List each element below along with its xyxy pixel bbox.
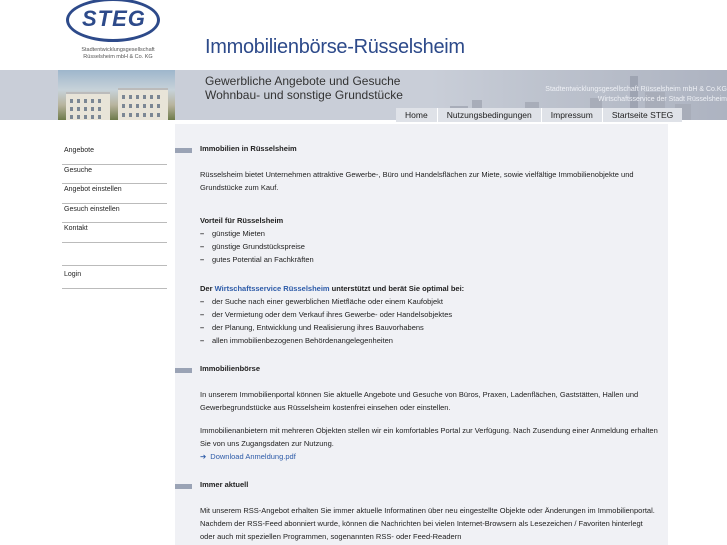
sidebar-menu — [62, 145, 167, 289]
logo-subtitle — [68, 47, 168, 61]
nav-impressum[interactable]: Impressum — [541, 108, 602, 122]
sidebar-item-angebote[interactable]: Angebote — [62, 145, 167, 165]
list-item-text: der Vermietung oder dem Verkauf ihres Gewerbe- oder Handelsobjektes — [212, 310, 453, 319]
steg-logo[interactable] — [60, 0, 170, 68]
banner-line1: Gewerbliche Angebote und Gesuche — [205, 74, 401, 88]
subheading-service — [175, 282, 668, 295]
rss-text: Mit unserem RSS-Angebot erhalten Sie immer aktuelle Informatinen über neu eingestellte Objekte oder Änderungen im Immobilienportal. Nachdem der RSS-Feed abonniert wurde, können die Nachrichten bei vielen Internet-Browsern als Lesezeichen / Favoriten hinterlegt oder auch mit speziellen Programmen, sogenannten RSS- oder Feed-Readern — [200, 506, 655, 541]
list-item: – der Vermietung oder dem Verkauf ihres Gewerbe- oder Handelsobjektes — [200, 310, 453, 319]
nav-home[interactable]: Home — [396, 108, 437, 122]
section-marker — [175, 148, 192, 153]
list-item-text: der Suche nach einer gewerblichen Mietfläche oder einem Kaufobjekt — [212, 297, 443, 306]
service-text-post: unterstützt und berät Sie optimal bei: — [329, 284, 465, 293]
logo-sub-line2: Rüsselsheim mbH & Co. KG — [83, 54, 153, 60]
list-item: – günstige Mieten — [200, 229, 265, 238]
section-marker — [175, 368, 192, 373]
list-item: – der Suche nach einer gewerblichen Mietfläche oder einem Kaufobjekt — [200, 297, 443, 306]
section-title: Immobilien in Rüsselsheim — [200, 144, 297, 153]
boerse-text: In unserem Immobilienportal können Sie aktuelle Angebote und Gesuche von Büros, Praxen, Ladenflächen, Gaststätten, Hallen und Gewerbegrundstücke aus Rüsselsheim kostenfrei einsehen oder einstellen. — [200, 390, 639, 412]
banner-organisation-text — [545, 85, 727, 105]
main-content — [175, 144, 668, 543]
section-marker — [175, 484, 192, 489]
banner-tagline — [205, 74, 403, 102]
list-item: – der Planung, Entwicklung und Realisierung ihres Bauvorhabens — [200, 323, 424, 332]
list-item-text: günstige Mieten — [212, 229, 265, 238]
service-text-pre: Der — [200, 284, 215, 293]
sidebar-item-gesuch-einstellen[interactable]: Gesuch einstellen — [62, 204, 167, 224]
sidebar-item-login[interactable]: Login — [62, 269, 167, 289]
list-item: – allen immobilienbezogenen Behördenangelegenheiten — [200, 336, 393, 345]
arrow-right-icon: ➔ — [200, 452, 207, 461]
list-item-text: allen immobilienbezogenen Behördenangelegenheiten — [212, 336, 393, 345]
logo-sub-line1: Stadtentwicklungsgesellschaft — [81, 47, 155, 53]
site-title: Immobilienbörse-Rüsselsheim — [205, 36, 465, 58]
section-title: Immobilienbörse — [200, 364, 261, 373]
subheading-vorteil: Vorteil für Rüsselsheim — [200, 216, 284, 225]
wirtschaftsservice-link[interactable]: Wirtschaftsservice Rüsselsheim — [214, 284, 330, 293]
banner-right-line2: Wirtschaftsservice der Stadt Rüsselsheim — [597, 96, 727, 103]
intro-text: Rüsselsheim bietet Unternehmen attraktive Gewerbe-, Büro und Handelsflächen zur Miete, sowie vielfältige Immobilienobjekte und Grundstücke zum Kauf. — [200, 170, 634, 192]
sidebar-item-angebot-einstellen[interactable]: Angebot einstellen — [62, 184, 167, 204]
top-navigation — [396, 108, 682, 122]
list-item-text: der Planung, Entwicklung und Realisierung ihres Bauvorhabens — [212, 323, 424, 332]
download-row — [175, 450, 668, 463]
sidebar-item-kontakt[interactable]: Kontakt — [62, 223, 167, 243]
section-title: Immer aktuell — [200, 480, 249, 489]
nav-startseite-steg[interactable]: Startseite STEG — [602, 108, 682, 122]
sidebar-item-gesuche[interactable]: Gesuche — [62, 165, 167, 185]
list-item-text: gutes Potential an Fachkräften — [212, 255, 314, 264]
sidebar-spacer — [62, 243, 167, 266]
banner-building-photo — [58, 70, 175, 120]
list-item: – günstige Grundstückspreise — [200, 242, 305, 251]
nav-nutzungsbedingungen[interactable]: Nutzungsbedingungen — [437, 108, 541, 122]
anbieter-text: Immobilienanbietern mit mehreren Objekten stellen wir ein komfortables Portal zur Verfügung. Nach Zusendung einer Anmeldung erhalten Sie von uns Zugangsdaten zur Nutzung. — [200, 426, 658, 448]
section-header-immobilienboerse — [175, 364, 668, 376]
logo-text: STEG — [82, 6, 146, 31]
list-item-text: günstige Grundstückspreise — [212, 242, 305, 251]
section-header-immer-aktuell — [175, 480, 668, 492]
list-item: – gutes Potential an Fachkräften — [200, 255, 314, 264]
banner-line2: Wohnbau- und sonstige Grundstücke — [205, 88, 403, 102]
banner-right-line1: Stadtentwicklungsgesellschaft Rüsselsheim mbH & Co.KG — [545, 86, 727, 93]
section-header-immobilien — [175, 144, 668, 156]
download-anmeldung-link[interactable]: Download Anmeldung.pdf — [210, 452, 296, 461]
